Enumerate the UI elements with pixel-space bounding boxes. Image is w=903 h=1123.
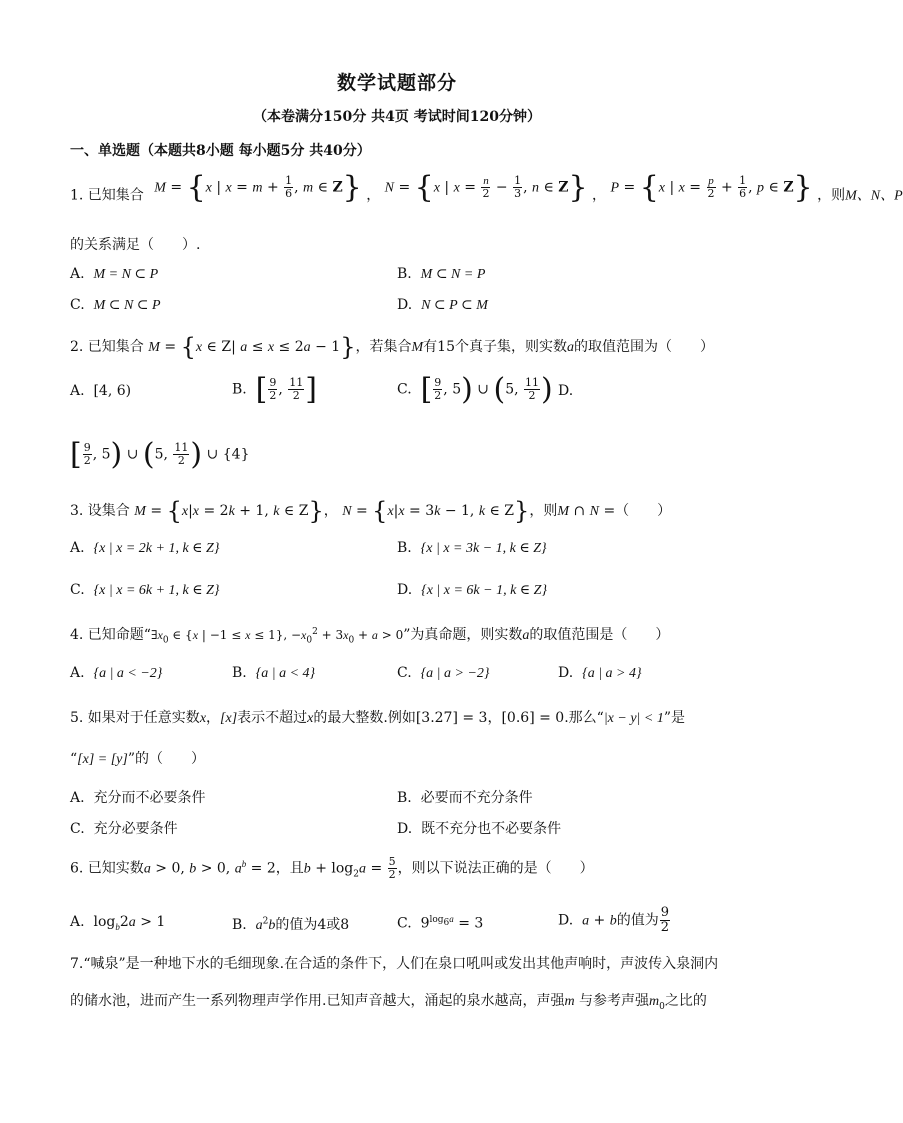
q6-option-a: A. $\log_b2a > 1$ [70,914,166,932]
q5-option-b: B. 必要而不充分条件 [397,790,533,806]
q7-line2: 的储水池，进而产生一系列物理声学作用.已知声音越大，涌起的泉水越高，声强m 与参考声强$m_0$之比的 [70,993,707,1012]
q3-option-d: D. {x | x = 6k − 1, k ∈ Z} [397,582,548,598]
q1-line2: 的关系满足（ ）. [70,237,201,253]
q4-option-c: C. {a | a > −2} [397,665,490,681]
question-3: 3. 设集合 M = {x|x = 2k + 1, k ∈ Z}， N = {x|x = 3k − 1, k ∈ Z}，则M ∩ N =（ ） [70,497,672,525]
q2-option-d-label: D. [558,383,574,399]
q5-option-c: C. 充分必要条件 [70,821,178,837]
section-heading: 一、单选题（本题共8小题 每小题5分 共40分） [70,143,371,159]
q3-option-b: B. {x | x = 3k − 1, k ∈ Z} [397,540,547,556]
q2-option-d: [ $\frac{9}{2}$ , 5) ∪ (5, $\frac{11}{2}$ ) ∪ {4} [70,437,250,472]
q2-option-b: B. [ $\frac{9}{2}$ , $\frac{11}{2}$ ] [232,372,317,407]
q5-line2: “[x] = [y]”的（ ） [70,751,206,767]
q6-option-d: D. a + b的值为 $\frac{9}{2}$ [558,905,670,935]
question-2: 2. 已知集合 M = {x ∈ Z| a ≤ x ≤ 2a − 1}，若集合M有15个真子集，则实数a的取值范围为（ ） [70,333,714,361]
q2-option-a: A. [4, 6) [70,383,132,399]
page-subtitle: （本卷满分150分 共4页 考试时间120分钟） [253,109,541,125]
q4-option-b: B. {a | a < 4} [232,665,316,681]
q3-option-c: C. {x | x = 6k + 1, k ∈ Z} [70,582,220,598]
question-7: 7.“喊泉”是一种地下水的毛细现象.在合适的条件下，人们在泉口吼叫或发出其他声响时，声波传入泉洞内 [70,956,719,972]
q1-option-c: C. M ⊂ N ⊂ P [70,297,161,313]
question-1: 1. 已知集合 M = {x | x = m + $\frac{1}{6}$ , m ∈ Z} ， N = {x | x = $\frac{n}{2}$ − $\frac{1}{3}$ , n ∈ Z} ， P = {x | x = $\frac{p}{2}$ + $\frac{1}{6}$ , p ∈ Z} ，则M、N、P [70,170,903,205]
q1-set-m: M = {x | x = m + $\frac{1}{6}$ , m ∈ Z} [154,170,362,205]
q1-set-p: P = {x | x = $\frac{p}{2}$ + $\frac{1}{6}$ , p ∈ Z} [610,170,813,205]
q2-option-c: C. [ $\frac{9}{2}$ , 5) ∪ (5, $\frac{11}{2}$ ) [397,372,553,407]
q1-option-b: B. M ⊂ N = P [397,266,486,282]
q1-set-n: N = {x | x = $\frac{n}{2}$ − $\frac{1}{3}$ , n ∈ Z} [384,170,588,205]
q4-option-d: D. {a | a > 4} [558,665,642,681]
q6-option-c: C. $9^{log_6a} = 3$ [397,914,484,932]
q5-option-a: A. 充分而不必要条件 [70,790,206,806]
q6-option-b: B. $a^2b$的值为4或8 [232,916,350,933]
q4-option-a: A. {a | a < −2} [70,665,163,681]
question-6: 6. 已知实数a > 0, b > 0, $a^b = 2$，且$b + \log_2a$ = $\frac{5}{2}$ ，则以下说法正确的是（ ） [70,855,594,881]
question-5: 5. 如果对于任意实数x，[x]表示不超过x的最大整数.例如[3.27] = 3，[0.6] = 0.那么“|x − y| < 1”是 [70,710,686,726]
q1-lead: 1. 已知集合 [70,187,144,204]
q3-option-a: A. {x | x = 2k + 1, k ∈ Z} [70,540,220,556]
q1-tail-vars: M、N、P [845,188,903,204]
q1-tail: ，则 [817,187,846,204]
page-title: 数学试题部分 [336,72,457,94]
q1-option-a: A. M = N ⊂ P [70,266,159,282]
q1-option-d: D. N ⊂ P ⊂ M [397,297,488,313]
question-4: 4. 已知命题“$\exists x_0$ ∈ {x | −1 ≤ x ≤ 1}, $-x_0^2 + 3x_0 + a > 0$”为真命题，则实数a的取值范围是（ ） [70,627,670,646]
q5-option-d: D. 既不充分也不必要条件 [397,821,562,837]
